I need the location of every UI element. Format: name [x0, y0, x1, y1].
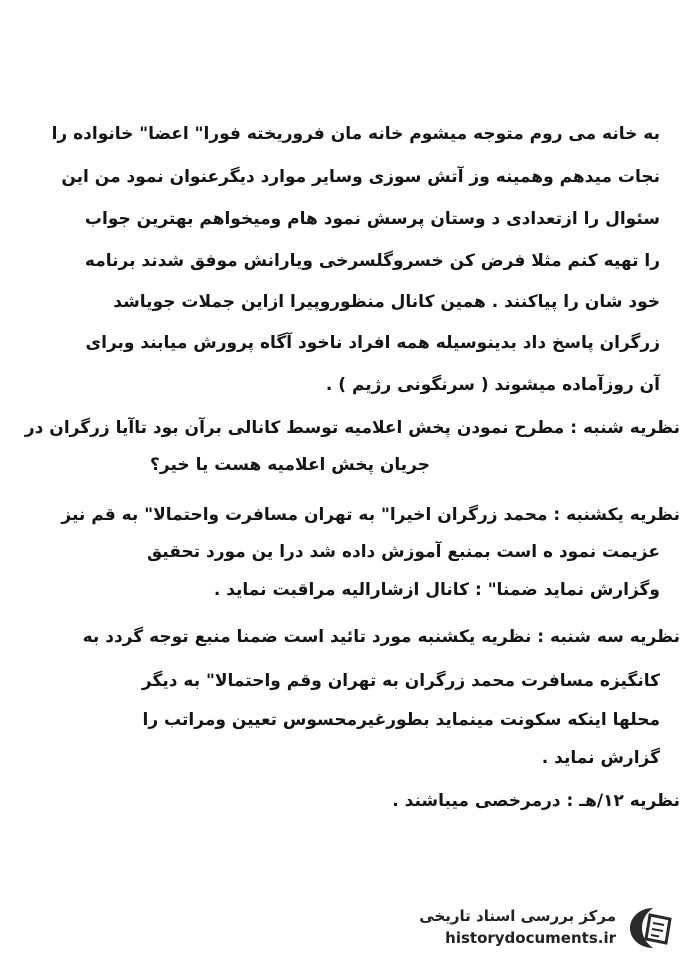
text-line: محلها اینکه سکونت مینماید بطورغیرمحسوس تعیین ومراتب را — [142, 710, 660, 730]
watermark-url: historydocuments.ir — [445, 929, 616, 947]
watermark-title: مرکز بررسی اسناد تاریخی — [419, 907, 616, 925]
text-line: به خانه می روم متوجه میشوم خانه مان فروریخته فورا" اعضا" خانواده را — [51, 124, 660, 144]
text-line: خود شان را پیاکنند . همین کانال منظوروپیرا ازاین جملات جویاشد — [113, 292, 660, 312]
watermark-logo — [419, 903, 688, 953]
text-line: گزارش نماید . — [541, 748, 660, 768]
text-line: را تهیه کنم مثلا فرض کن خسروگلسرخی ویارانش موفق شدند برنامه — [84, 251, 660, 271]
document-archive-logo-icon — [626, 905, 680, 951]
text-line: آن روزآماده میشوند ( سرنگونی رژیم ) . — [325, 375, 660, 395]
text-line: وگزارش نماید ضمنا" : کانال ازشارالیه مراقبت نماید . — [213, 580, 660, 600]
text-line-final-opinion: نظریه ۱۲/هـ : درمرخصی میباشند . — [392, 791, 680, 811]
text-line-saturday-opinion: نظریه شنبه : مطرح نمودن پخش اعلامیه توسط کانالی برآن بود تاآیا زرگران در — [24, 418, 680, 438]
text-line: کانگیزه مسافرت محمد زرگران به تهران وقم واحتمالا" به دیگر — [141, 671, 660, 691]
text-line-sunday-opinion: نظریه یکشنبه : محمد زرگران اخیرا" به تهران مسافرت واحتمالا" به قم نیز — [61, 505, 680, 525]
text-line-tuesday-opinion: نظریه سه شنبه : نظریه یکشنبه مورد تائید است ضمنا منبع توجه گردد به — [82, 627, 680, 647]
text-line: سئوال را ازتعدادی د وستان پرسش نمود هام ومیخواهم بهترین جواب — [84, 209, 660, 229]
text-line: زرگران پاسخ داد بدینوسیله همه افراد ناخود آگاه پرورش میابند وبرای — [85, 333, 660, 353]
text-line: نجات میدهم وهمینه وز آتش سوزی وسایر موارد دیگرعنوان نمود من این — [61, 167, 660, 187]
text-line: جریان پخش اعلامیه هست یا خیر؟ — [150, 455, 430, 475]
text-line: عزیمت نمود ه است بمنبع آموزش داده شد درا ین مورد تحقیق — [146, 542, 660, 562]
